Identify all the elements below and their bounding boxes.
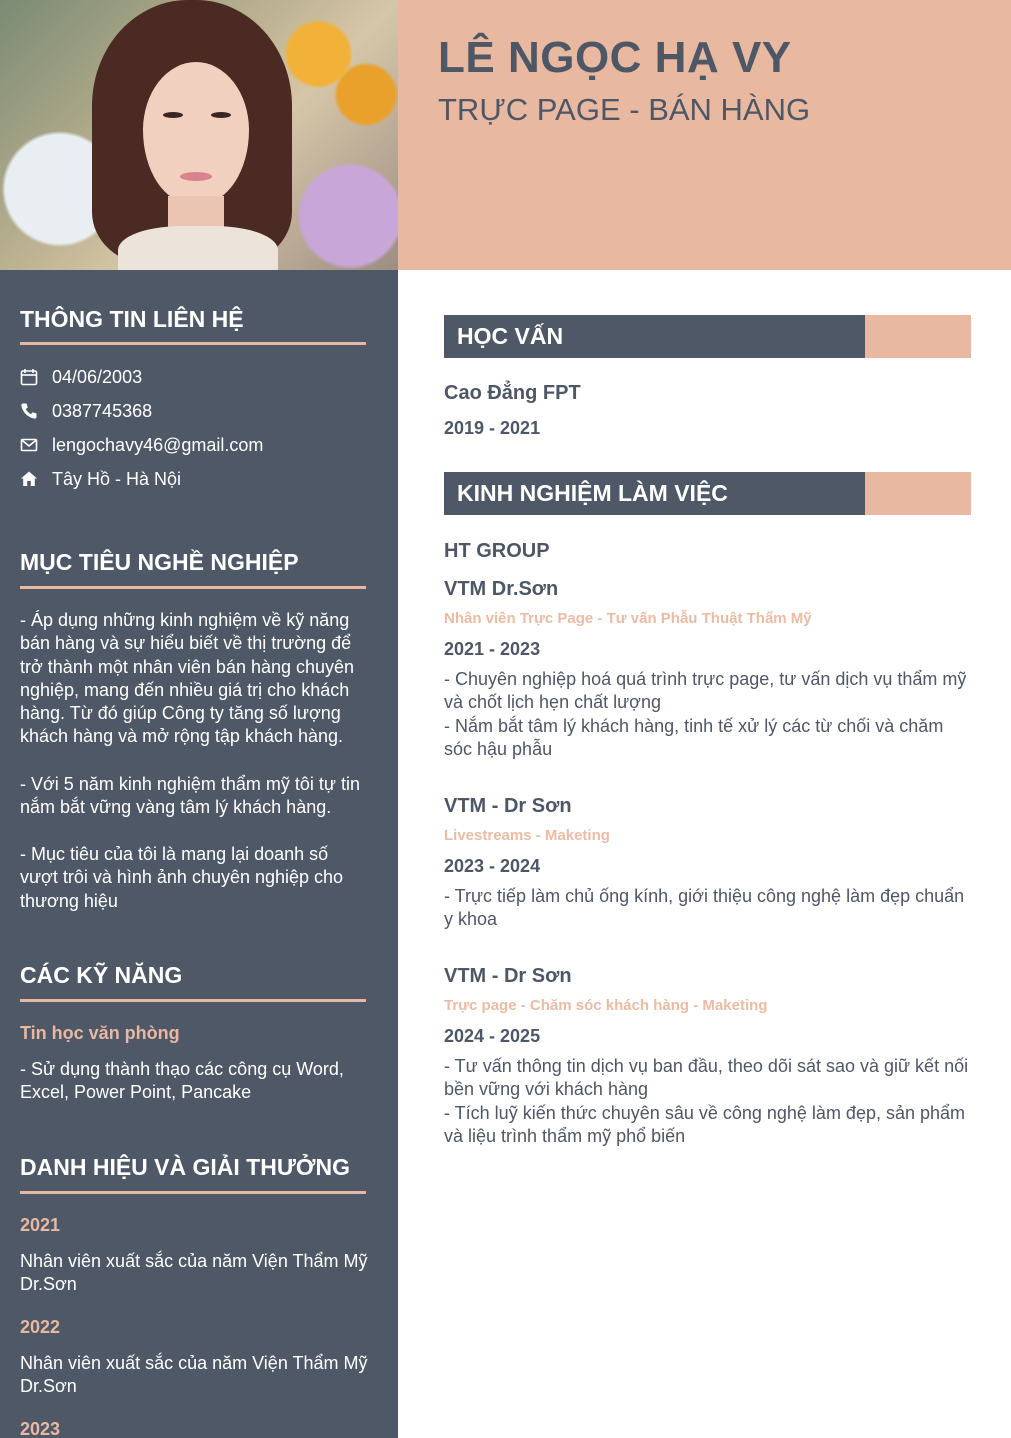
objective-divider: [20, 586, 366, 589]
awards-divider: [20, 1191, 366, 1194]
award-description: Nhân viên xuất sắc của năm Viện Thẩm Mỹ Dr.Sơn: [20, 1353, 368, 1397]
education-header-accent: [865, 315, 971, 358]
objective-paragraph: - Với 5 năm kinh nghiệm thẩm mỹ tôi tự tin nắm bắt vững vàng tâm lý khách hàng.: [20, 774, 360, 818]
education-title: HỌC VẤN: [457, 323, 564, 349]
experience-header-accent: [865, 472, 971, 515]
experience-title: KINH NGHIỆM LÀM VIỆC: [457, 480, 728, 506]
job-duty: - Tư vấn thông tin dịch vụ ban đầu, theo dõi sát sao và giữ kết nối bền vững với khách hàng: [444, 1056, 969, 1100]
contact-email: [20, 433, 263, 457]
objective-paragraph: - Áp dụng những kinh nghiệm về kỹ năng bán hàng và sự hiểu biết về thị trường để trở thành một nhân viên bán hàng chuyên nghiệp, mang đến nhiều giá trị cho khách hàng. Từ đó giúp Công ty tăng số lượng khách hàng và mở rộng tập khách hàng.: [20, 610, 355, 747]
job-duty: - Tích luỹ kiến thức chuyên sâu về công nghệ làm đẹp, sản phẩm và liệu trình thẩm mỹ phổ biến: [444, 1103, 966, 1147]
mail-icon: [20, 436, 52, 454]
objective-paragraph: - Mục tiêu của tôi là mang lại doanh số vượt trôi và hình ảnh chuyên nghiệp cho thương hiệu: [20, 844, 344, 911]
phone-icon: [20, 402, 52, 420]
job-years: 2023 - 2024: [444, 856, 541, 876]
award-description: Nhân viên xuất sắc của năm Viện Thẩm Mỹ Dr.Sơn: [20, 1251, 368, 1295]
job-company: VTM - Dr Sơn: [444, 795, 572, 817]
job-years: 2024 - 2025: [444, 1026, 541, 1046]
sidebar: [0, 270, 398, 1438]
contact-phone-value: 0387745368: [52, 400, 153, 421]
contact-birthday-value: 04/06/2003: [52, 366, 143, 387]
award-year: 2021: [20, 1215, 61, 1235]
skills-divider: [20, 999, 366, 1002]
awards-title: DANH HIỆU VÀ GIẢI THƯỞNG: [20, 1154, 351, 1180]
contact-title: THÔNG TIN LIÊN HỆ: [20, 306, 244, 332]
job-role: Trực page - Chăm sóc khách hàng - Maketing: [444, 997, 768, 1014]
education-school: Cao Đẳng FPT: [444, 382, 581, 404]
job-duty: - Nắm bắt tâm lý khách hàng, tinh tế xử lý các từ chối và chăm sóc hậu phẫu: [444, 716, 944, 760]
education-years: 2019 - 2021: [444, 418, 541, 438]
contact-divider: [20, 342, 366, 345]
contact-address-value: Tây Hồ - Hà Nội: [52, 468, 182, 489]
contact-birthday: [20, 365, 142, 389]
skills-title: CÁC KỸ NĂNG: [20, 962, 183, 988]
job-title: TRỰC PAGE - BÁN HÀNG: [438, 92, 811, 127]
award-year: 2022: [20, 1317, 61, 1337]
header: [398, 0, 1011, 270]
contact-address: [20, 467, 181, 491]
contact-phone: [20, 399, 152, 423]
contact-email-value: lengochavy46@gmail.com: [52, 434, 264, 455]
job-company: VTM - Dr Sơn: [444, 965, 572, 987]
calendar-icon: [20, 368, 52, 386]
skill-description: - Sử dụng thành thạo các công cụ Word, Excel, Power Point, Pancake: [20, 1059, 344, 1103]
job-duty: - Chuyên nghiệp hoá quá trình trực page, tư vấn dịch vụ thẩm mỹ và chốt lịch hẹn chất lượng: [444, 669, 967, 713]
job-duty: - Trực tiếp làm chủ ống kính, giới thiệu công nghệ làm đẹp chuẩn y khoa: [444, 886, 965, 930]
profile-photo: [0, 0, 398, 270]
award-year: 2023: [20, 1419, 61, 1438]
job-years: 2021 - 2023: [444, 639, 541, 659]
experience-group: HT GROUP: [444, 540, 550, 562]
objective-title: MỤC TIÊU NGHỀ NGHIỆP: [20, 549, 299, 575]
skill-name: Tin học văn phòng: [20, 1023, 180, 1043]
home-icon: [20, 470, 52, 488]
candidate-name: LÊ NGỌC HẠ VY: [438, 33, 792, 82]
job-company: VTM Dr.Sơn: [444, 578, 559, 600]
job-role: Nhân viên Trực Page - Tư vấn Phẫu Thuật Thẩm Mỹ: [444, 610, 812, 627]
job-role: Livestreams - Maketing: [444, 827, 610, 844]
